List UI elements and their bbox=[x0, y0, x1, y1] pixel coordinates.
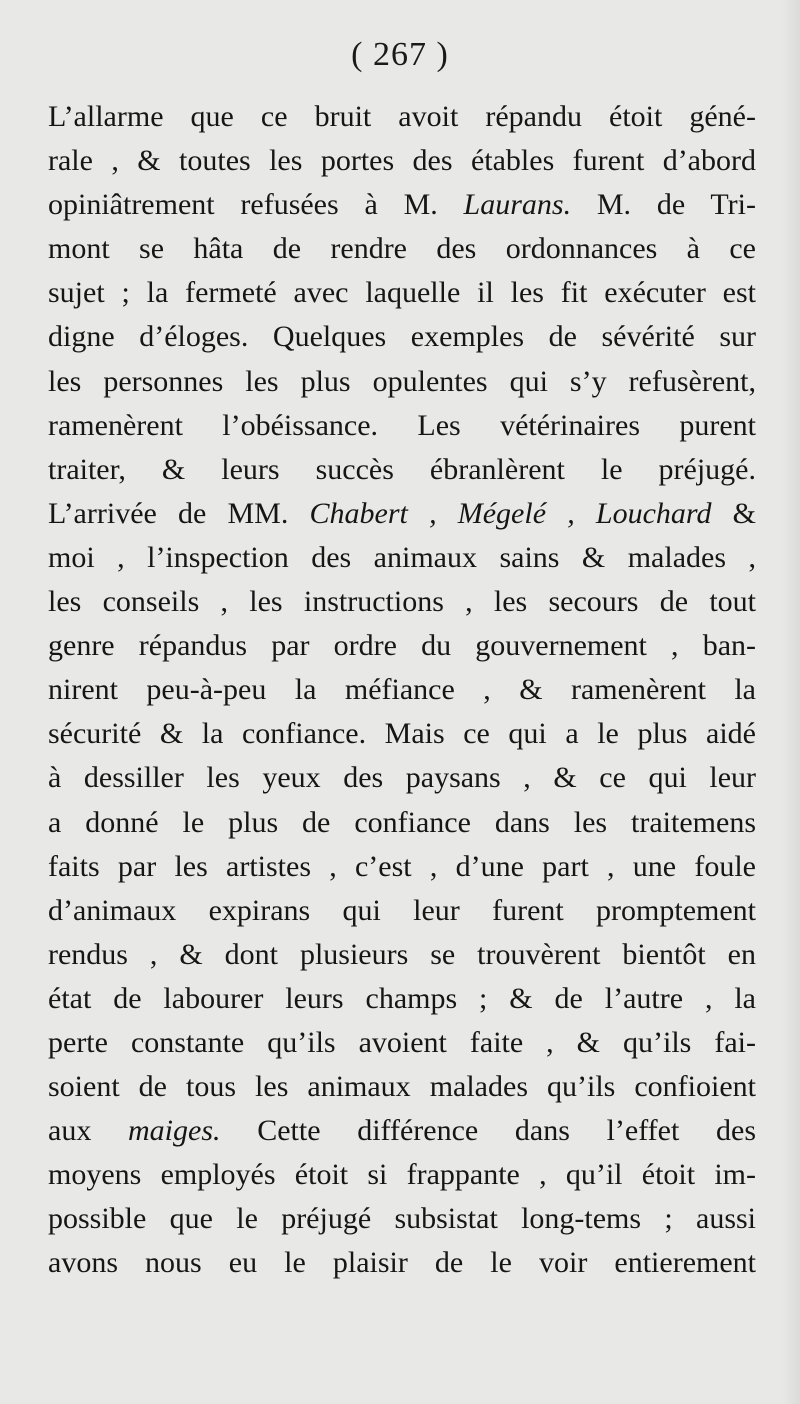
italic-name: Laurans. bbox=[463, 188, 572, 222]
text-line bbox=[48, 404, 756, 448]
text-segment: mont se hâta de rendre des ordonnances à ce bbox=[48, 232, 756, 266]
text-line bbox=[48, 1109, 756, 1153]
text-segment: rale , & toutes les portes des étables furent d’abord bbox=[48, 144, 756, 178]
text-segment: ramenèrent l’obéissance. Les vétérinaires purent bbox=[48, 408, 756, 442]
text-segment: L’allarme que ce bruit avoit répandu étoit géné- bbox=[48, 100, 756, 133]
text-line bbox=[48, 933, 756, 977]
italic-name: Chabert , Mégelé , Louchard bbox=[309, 496, 712, 530]
text-segment: L’arrivée de MM. bbox=[48, 496, 310, 530]
text-line bbox=[48, 492, 756, 536]
text-line bbox=[48, 580, 756, 624]
text-line bbox=[48, 315, 756, 359]
text-line bbox=[48, 668, 756, 712]
text-line bbox=[48, 756, 756, 800]
text-segment: nirent peu-à-peu la méfiance , & ramenèrent la bbox=[48, 673, 756, 707]
text-segment: traiter, & leurs succès ébranlèrent le préjugé. bbox=[48, 452, 756, 486]
text-segment: état de labourer leurs champs ; & de l’autre , la bbox=[48, 981, 756, 1015]
text-line bbox=[48, 845, 756, 889]
text-segment: soient de tous les animaux malades qu’ils confioient bbox=[48, 1070, 756, 1104]
text-segment: sécurité & la confiance. Mais ce qui a le plus aidé bbox=[48, 717, 756, 751]
text-line bbox=[48, 889, 756, 933]
text-line bbox=[48, 360, 756, 404]
text-segment: à dessiller les yeux des paysans , & ce qui leur bbox=[48, 761, 756, 795]
text-segment: perte constante qu’ils avoient faite , & qu’ils fai- bbox=[48, 1025, 756, 1059]
text-line bbox=[48, 1065, 756, 1109]
text-segment: moi , l’inspection des animaux sains & malades , bbox=[48, 540, 756, 574]
text-segment: & bbox=[711, 496, 756, 530]
text-segment: les personnes les plus opulentes qui s’y refusèrent, bbox=[48, 364, 756, 398]
text-line bbox=[48, 801, 756, 845]
text-segment: possible que le préjugé subsistat long-tems ; aussi bbox=[48, 1202, 756, 1236]
text-segment: genre répandus par ordre du gouvernement , ban- bbox=[48, 629, 756, 663]
text-line bbox=[48, 624, 756, 668]
body-text bbox=[48, 95, 756, 1286]
text-segment: rendus , & dont plusieurs se trouvèrent bientôt en bbox=[48, 937, 756, 971]
text-line bbox=[48, 977, 756, 1021]
page-number: ( 267 ) bbox=[351, 36, 449, 73]
text-line bbox=[48, 227, 756, 271]
text-line bbox=[48, 95, 756, 139]
text-segment: opiniâtrement refusées à M. bbox=[48, 188, 464, 222]
text-line bbox=[48, 1153, 756, 1197]
italic-name: maiges. bbox=[128, 1114, 221, 1148]
text-line bbox=[48, 183, 756, 227]
text-line bbox=[48, 139, 756, 183]
text-line bbox=[48, 448, 756, 492]
text-segment: sujet ; la fermeté avec laquelle il les fit exécuter est bbox=[48, 276, 756, 310]
text-segment: a donné le plus de confiance dans les traitemens bbox=[48, 805, 756, 839]
page-edge-shadow bbox=[782, 0, 800, 1404]
text-segment: aux bbox=[48, 1114, 129, 1148]
text-line bbox=[48, 712, 756, 756]
text-segment: d’animaux expirans qui leur furent promptement bbox=[48, 893, 756, 927]
text-segment: avons nous eu le plaisir de le voir entierement bbox=[48, 1246, 756, 1280]
text-segment: faits par les artistes , c’est , d’une part , une foule bbox=[48, 849, 756, 883]
text-line bbox=[48, 536, 756, 580]
text-segment: les conseils , les instructions , les secours de tout bbox=[48, 585, 756, 619]
text-line bbox=[48, 1197, 756, 1241]
text-line bbox=[48, 1241, 756, 1285]
text-line bbox=[48, 1021, 756, 1065]
text-segment: M. de Tri- bbox=[571, 188, 756, 222]
text-segment: moyens employés étoit si frappante , qu’il étoit im- bbox=[48, 1158, 756, 1192]
text-line bbox=[48, 271, 756, 315]
text-segment: digne d’éloges. Quelques exemples de sévérité sur bbox=[48, 320, 756, 354]
text-segment: Cette différence dans l’effet des bbox=[220, 1114, 756, 1148]
